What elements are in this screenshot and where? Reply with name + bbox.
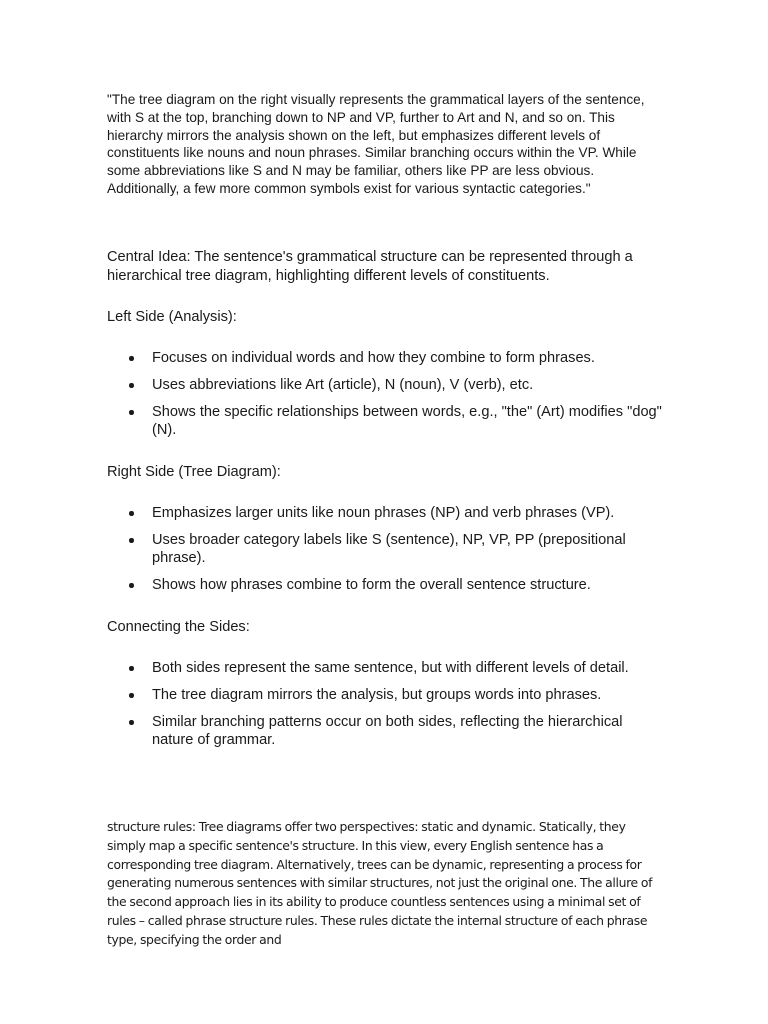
- list-item: [107, 349, 667, 367]
- bullet-icon: [129, 511, 134, 516]
- list-item: [107, 403, 667, 440]
- list-item: [107, 659, 667, 677]
- quote-paragraph: "The tree diagram on the right visually represents the grammatical layers of the sentence, with S at the top, branching down to NP and VP, further to Art and N, and so on. This hierarchy mirrors the analysis shown on the left, but emphasizes different levels of constituents like nouns and noun phrases. Similar branching occurs within the VP. While some abbreviations like S and N may be familiar, others like PP are less obvious. Additionally, a few more common symbols exist for various syntactic categories.": [107, 92, 645, 196]
- bullet-icon: [129, 410, 134, 415]
- right-side-list: [107, 504, 667, 603]
- bullet-icon: [129, 356, 134, 361]
- list-item-text: Emphasizes larger units like noun phrases (NP) and verb phrases (VP).: [152, 505, 615, 521]
- bullet-icon: [129, 693, 134, 698]
- list-item: [107, 531, 667, 568]
- bullet-icon: [129, 720, 134, 725]
- list-item: [107, 686, 667, 704]
- list-item-text: Shows how phrases combine to form the overall sentence structure.: [152, 577, 591, 594]
- right-side-heading: Right Side (Tree Diagram):: [107, 464, 281, 480]
- list-item-text: Focuses on individual words and how they combine to form phrases.: [152, 350, 595, 366]
- bullet-icon: [129, 383, 134, 388]
- connecting-list: [107, 659, 667, 758]
- list-item-text: Uses broader category labels like S (sentence), NP, VP, PP (prepositional phrase).: [152, 532, 626, 567]
- list-item-text: Shows the specific relationships between words, e.g., "the" (Art) modifies "dog" (N).: [152, 404, 662, 439]
- list-item-text: Similar branching patterns occur on both sides, reflecting the hierarchical nature of grammar.: [152, 714, 623, 749]
- list-item: [107, 576, 667, 594]
- left-side-list: [107, 349, 667, 448]
- central-idea-paragraph: Central Idea: The sentence's grammatical structure can be represented through a hierarchical tree diagram, highlighting different levels of constituents.: [107, 249, 633, 284]
- connecting-heading: Connecting the Sides:: [107, 619, 250, 635]
- bullet-icon: [129, 583, 134, 588]
- list-item-text: Both sides represent the same sentence, but with different levels of detail.: [152, 660, 629, 676]
- list-item-text: The tree diagram mirrors the analysis, but groups words into phrases.: [152, 687, 602, 703]
- structure-rules-paragraph: structure rules: Tree diagrams offer two perspectives: static and dynamic. Statically, they simply map a specific sentence's structure. In this view, every English sentence has a corresponding tree diagram. Alternatively, trees can be dynamic, representing a process for generating numerous sentences with similar structures, not just the original one. The allure of the second approach lies in its ability to produce countless sentences using a minimal set of rules – called phrase structure rules. These rules dictate the internal structure of each phrase type, specifying the order and: [107, 819, 653, 947]
- left-side-heading: Left Side (Analysis):: [107, 309, 237, 325]
- bullet-icon: [129, 666, 134, 671]
- bullet-icon: [129, 538, 134, 543]
- list-item-text: Uses abbreviations like Art (article), N (noun), V (verb), etc.: [152, 377, 534, 393]
- list-item: [107, 713, 667, 750]
- list-item: [107, 504, 667, 522]
- list-item: [107, 376, 667, 394]
